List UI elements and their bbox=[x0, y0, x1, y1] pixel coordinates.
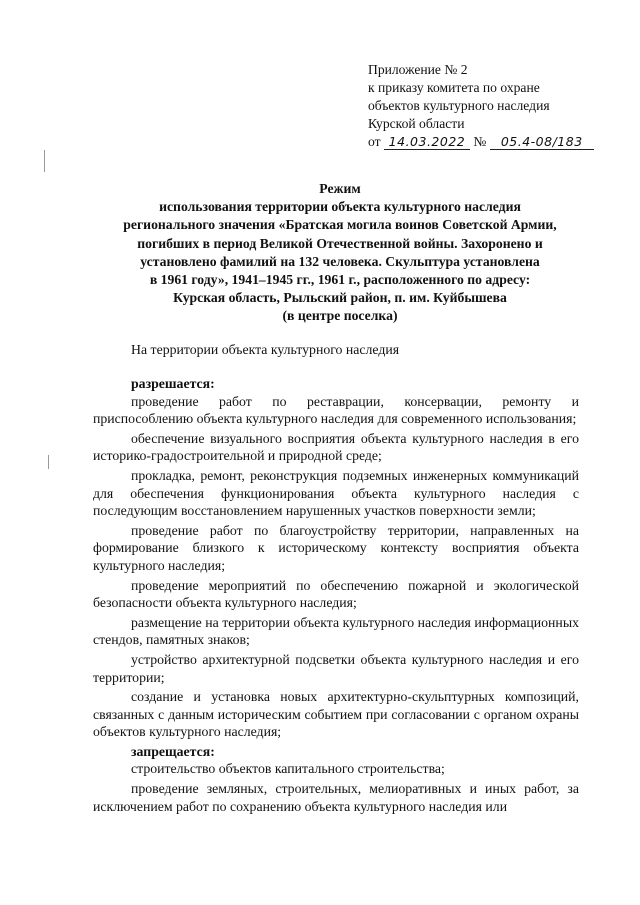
appendix-block bbox=[368, 61, 628, 151]
forbidden-item: проведение земляных, строительных, мелиоративных и иных работ, за исключением работ по сохранению объекта культурного наследия или bbox=[93, 781, 579, 814]
document-heading bbox=[70, 180, 610, 326]
allowed-item: проведение мероприятий по обеспечению пожарной и экологической безопасности объекта культурного наследия; bbox=[93, 577, 579, 611]
scan-mark bbox=[44, 150, 45, 172]
number-label: № bbox=[473, 134, 487, 149]
document-body bbox=[93, 375, 579, 817]
allowed-item: обеспечение визуального восприятия объекта культурного наследия в его историко-градостроительной и природной среде; bbox=[93, 430, 579, 464]
heading-line: регионального значения «Братская могила воинов Советской Армии, bbox=[123, 217, 557, 233]
heading-line: Курская область, Рыльский район, п. им. Куйбышева bbox=[173, 290, 507, 306]
allowed-title: разрешается: bbox=[131, 376, 215, 391]
allowed-item: проведение работ по реставрации, консервации, ремонту и приспособлению объекта культурного наследия для современного использования; bbox=[93, 393, 579, 427]
allowed-item: прокладка, ремонт, реконструкция подземных инженерных коммуникаций для обеспечения функционирования объекта культурного наследия с последующим восстановлением нарушенных участков поверхности земли; bbox=[93, 467, 579, 519]
order-date: 14.03.2022 bbox=[384, 134, 470, 150]
intro-text: На территории объекта культурного наследия bbox=[131, 342, 400, 357]
forbidden-item: строительство объектов капитального строительства; bbox=[131, 761, 445, 777]
from-label: от bbox=[368, 134, 381, 149]
scan-mark bbox=[48, 455, 49, 469]
appendix-title: Приложение № 2 bbox=[368, 62, 468, 77]
order-number: 05.4-08/183 bbox=[490, 134, 594, 150]
appendix-order-line: к приказу комитета по охране bbox=[368, 80, 540, 95]
appendix-date-number-line bbox=[368, 133, 628, 151]
appendix-committee-line: объектов культурного наследия bbox=[368, 98, 550, 113]
allowed-item: размещение на территории объекта культурного наследия информационных стендов, памятных знаков; bbox=[93, 614, 579, 648]
heading-line: в 1961 году», 1941–1945 гг., 1961 г., расположенного по адресу: bbox=[149, 272, 531, 288]
heading-line: использования территории объекта культурного наследия bbox=[159, 199, 521, 215]
forbidden-title: запрещается: bbox=[131, 743, 215, 759]
allowed-item: проведение работ по благоустройству территории, направленных на формирование близкого к историческому контексту восприятия объекта культурного наследия; bbox=[93, 522, 579, 573]
heading-line: погибших в период Великой Отечественной войны. Захоронено и bbox=[137, 235, 543, 251]
appendix-region-line: Курской области bbox=[368, 116, 465, 131]
allowed-item: создание и установка новых архитектурно-скульптурных композиций, связанных с данным историческим событием при согласовании с органом охраны объектов культурного наследия; bbox=[93, 689, 579, 740]
heading-line: (в центре поселка) bbox=[282, 308, 398, 324]
heading-line: установлено фамилий на 132 человека. Скульптура установлена bbox=[140, 253, 540, 269]
allowed-item: устройство архитектурной подсветки объекта культурного наследия и его территории; bbox=[93, 651, 579, 685]
heading-title: Режим bbox=[319, 181, 361, 196]
